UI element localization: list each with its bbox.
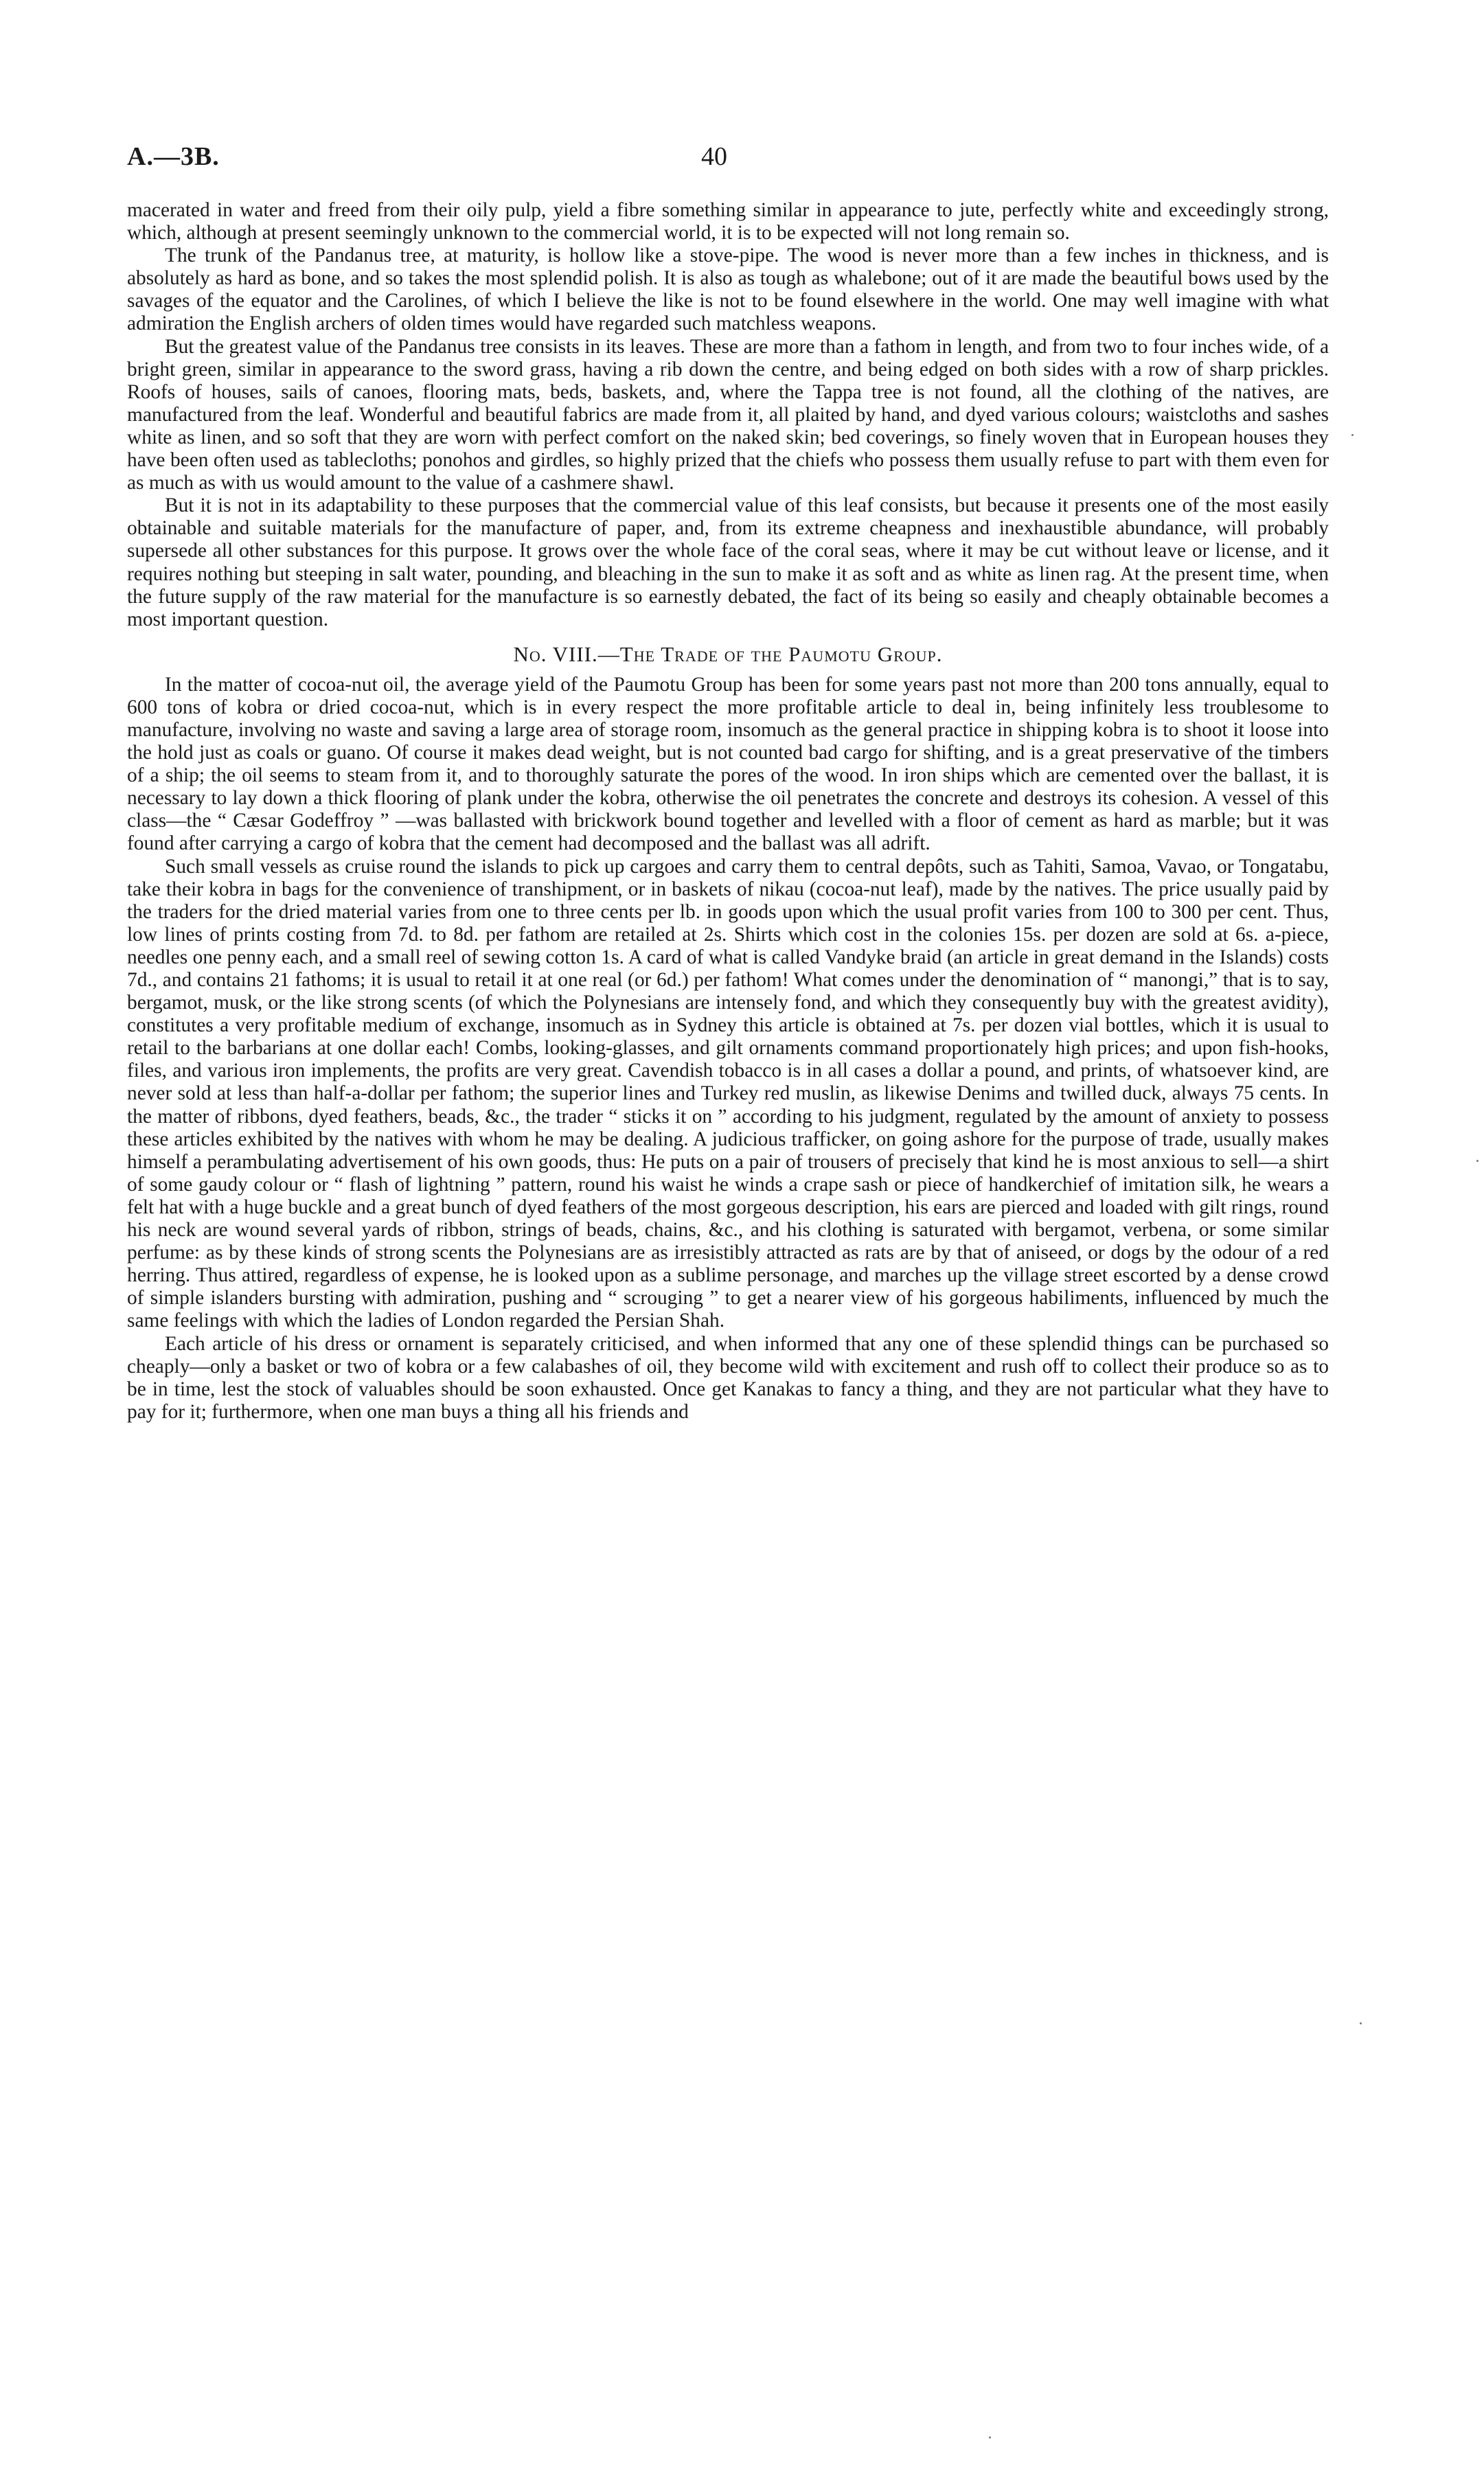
section-heading: No. VIII.—The Trade of the Paumotu Group. xyxy=(513,641,943,666)
paragraph: Such small vessels as cruise round the islands to pick up cargoes and carry them to central depôts, such as Tahiti, Samoa, Vavao, or Tongatabu, take their kobra in bags for the convenience of transhipment, or in baskets of nikau (cocoa-nut leaf), made by the natives. The price usually paid by the traders for the dried material varies from one to three cents per lb. in goods upon which the usual profit varies from 100 to 300 per cent. Thus, low lines of prints costing from 7d. to 8d. per fathom are retailed at 2s. Shirts which cost in the colonies 15s. per dozen are sold at 6s. a-piece, needles one penny each, and a small reel of sewing cotton 1s. A card of what is called Vandyke braid (an article in great demand in the Islands) costs 7d., and contains 21 fathoms; it is usual to retail it at one real (or 6d.) per fathom! What comes under the denomination of “ manongi,” that is to say, bergamot, musk, or the like strong scents (of which the Polynesians are intensely fond, and which they consequently buy with the greatest avidity), constitutes a very profitable medium of exchange, insomuch as in Sydney this article is obtained at 7s. per dozen vial bottles, which it is usual to retail to the barbarians at one dollar each! Combs, looking-glasses, and gilt ornaments command proportionately high prices; and upon fish-hooks, files, and various iron implements, the profits are very great. Cavendish tobacco is in all cases a dollar a pound, and prints, of whatsoever kind, are never sold at less than half-a-dollar per fathom; the superior lines and Turkey red muslin, as likewise Denims and twilled duck, always 75 cents. In the matter of ribbons, dyed feathers, beads, &c., the trader “ sticks it on ” according to his judgment, regulated by the amount of anxiety to possess these articles exhibited by the natives with whom he may be dealing. A judicious trafficker, on going ashore for the purpose of trade, usually makes himself a perambulating advertisement of his own goods, thus: He puts on a pair of trousers of precisely that kind he is most anxious to sell—a shirt of some gaudy colour or “ flash of lightning ” pattern, round his waist he winds a crape sash or piece of handkerchief of imitation silk, he wears a felt hat with a huge buckle and a great bunch of dyed feathers of the most gorgeous description, his ears are pierced and loaded with gilt rings, round his neck are wound several yards of ribbon, strings of beads, chains, &c., and his clothing is saturated with bergamot, verbena, or some similar perfume: as by these kinds of strong scents the Polynesians are as irresistibly attracted as rats are by that of aniseed, or dogs by the odour of a red herring. Thus attired, regardless of expense, he is looked upon as a sublime personage, and marches up the village street escorted by a dense crowd of simple islanders bursting with admiration, pushing and “ scrouging ” to get a nearer view of his gorgeous habiliments, influenced by much the same feelings with which the ladies of London regarded the Persian Shah. xyxy=(127,855,1329,1332)
page-header xyxy=(127,141,1329,183)
scan-speck xyxy=(989,2436,991,2438)
body-text xyxy=(127,199,1329,1424)
scan-speck xyxy=(1476,1160,1479,1162)
scan-speck xyxy=(1351,434,1354,436)
scan-speck xyxy=(1360,2022,1362,2024)
paragraph: macerated in water and freed from their oily pulp, yield a fibre something similar in appearance to jute, perfectly white and exceedingly strong, which, although at present seemingly unknown to the commercial world, it is to be expected will not long remain so. xyxy=(127,199,1329,244)
paragraph: But it is not in its adaptability to these purposes that the commercial value of this leaf consists, but because it presents one of the most easily obtainable and suitable materials for the manufacture of paper, and, from its extreme cheapness and inexhaustible abundance, will probably supersede all other substances for this purpose. It grows over the whole face of the coral seas, where it may be cut without leave or license, and it requires nothing but steeping in salt water, pounding, and bleaching in the sun to make it as soft and as white as linen rag. At the present time, when the future supply of the raw material for the manufacture is so earnestly debated, the fact of its being so easily and cheaply obtainable becomes a most important question. xyxy=(127,494,1329,630)
page-number: 40 xyxy=(701,142,727,171)
paragraph: The trunk of the Pandanus tree, at maturity, is hollow like a stove-pipe. The wood is never more than a few inches in thickness, and is absolutely as hard as bone, and so takes the most splendid polish. It is also as tough as whalebone; out of it are made the beautiful bows used by the savages of the equator and the Carolines, of which I believe the like is not to be found elsewhere in the world. One may well imagine with what admiration the English archers of olden times would have regarded such matchless weapons. xyxy=(127,244,1329,335)
paragraph: In the matter of cocoa-nut oil, the average yield of the Paumotu Group has been for some years past not more than 200 tons annually, equal to 600 tons of kobra or dried cocoa-nut, which is in every respect the more profitable article to deal in, being infinitely less troublesome to manufacture, involving no waste and saving a large area of storage room, insomuch as the general practice in shipping kobra is to shoot it loose into the hold just as coals or guano. Of course it makes dead weight, but is not counted bad cargo for shifting, and is a great preservative of the timbers of a ship; the oil seems to steam from it, and to thoroughly saturate the pores of the wood. In iron ships which are cemented over the ballast, it is necessary to lay down a thick flooring of plank under the kobra, otherwise the oil penetrates the concrete and destroys its cohesion. A vessel of this class—the “ Cæsar Godeffroy ” —was ballasted with brickwork bound together and levelled with a floor of cement as hard as marble; but it was found after carrying a cargo of kobra that the cement had decomposed and the ballast was all adrift. xyxy=(127,673,1329,855)
paragraph: Each article of his dress or ornament is separately criticised, and when informed that any one of these splendid things can be purchased so cheaply—only a basket or two of kobra or a few calabashes of oil, they become wild with excitement and rush off to collect their produce so as to be in time, lest the stock of valuables should be soon exhausted. Once get Kanakas to fancy a thing, and they are not particular what they have to pay for it; furthermore, when one man buys a thing all his friends and xyxy=(127,1332,1329,1423)
page-reference: A.—3B. xyxy=(127,142,220,171)
paragraph: But the greatest value of the Pandanus tree consists in its leaves. These are more than a fathom in length, and from two to four inches wide, of a bright green, similar in appearance to the sword grass, having a rib down the centre, and being edged on both sides with a row of sharp prickles. Roofs of houses, sails of canoes, flooring mats, beds, baskets, and, where the Tappa tree is not found, all the clothing of the natives, are manufactured from the leaf. Wonderful and beautiful fabrics are made from it, all plaited by hand, and dyed various colours; waistcloths and sashes white as linen, and so soft that they are worn with perfect comfort on the naked skin; bed coverings, so finely woven that in European houses they have been often used as tablecloths; ponohos and girdles, so highly prized that the chiefs who possess them usually refuse to part with them even for as much as with us would amount to the value of a cashmere shawl. xyxy=(127,335,1329,494)
